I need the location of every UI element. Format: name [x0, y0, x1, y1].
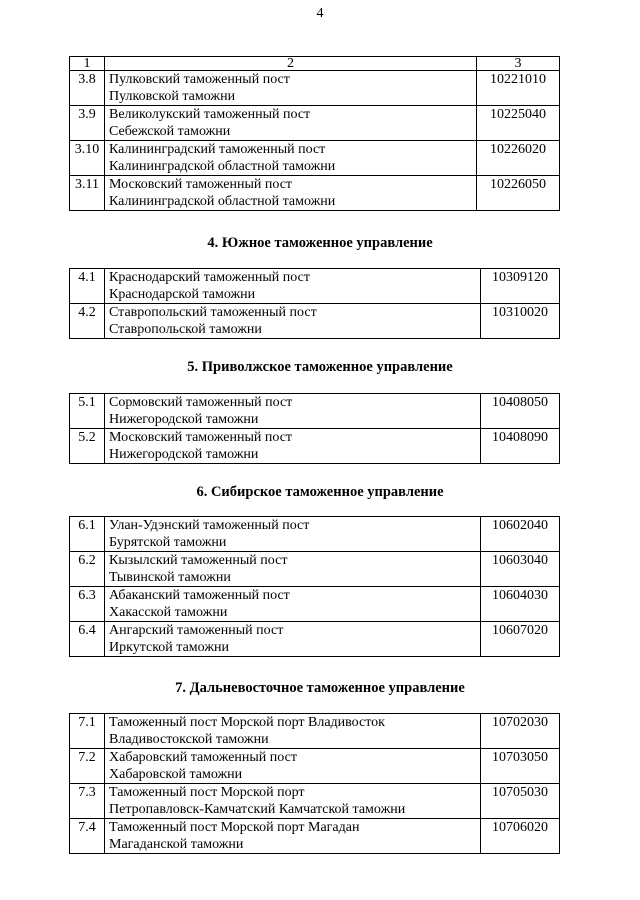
customs-name: Хабаровской таможни — [109, 767, 243, 782]
post-code: 10226020 — [477, 141, 560, 176]
customs-name: Калининградской областной таможни — [109, 159, 336, 174]
customs-name: Бурятской таможни — [109, 535, 227, 550]
post-code: 10226050 — [477, 176, 560, 211]
post-name-cell — [105, 819, 481, 854]
customs-name: Владивостокской таможни — [109, 732, 269, 747]
customs-name: Калининградской областной таможни — [109, 194, 336, 209]
table-row — [70, 141, 560, 176]
post-code: 10309120 — [481, 269, 560, 304]
row-number: 6.2 — [70, 552, 105, 587]
customs-table-section-6 — [69, 516, 560, 657]
post-name: Московский таможенный пост — [109, 430, 293, 445]
customs-table-section-7 — [69, 713, 560, 854]
table-row — [70, 587, 560, 622]
post-code: 10607020 — [481, 622, 560, 657]
row-number: 3.9 — [70, 106, 105, 141]
post-code: 10603040 — [481, 552, 560, 587]
post-name: Ангарский таможенный пост — [109, 623, 284, 638]
post-name: Улан-Удэнский таможенный пост — [109, 518, 310, 533]
post-name: Великолукский таможенный пост — [109, 107, 311, 122]
table-row — [70, 517, 560, 552]
row-number: 3.8 — [70, 71, 105, 106]
row-number: 7.4 — [70, 819, 105, 854]
post-name-cell — [105, 622, 481, 657]
table-row — [70, 784, 560, 819]
post-name-cell — [105, 587, 481, 622]
customs-name: Иркутской таможни — [109, 640, 229, 655]
post-name: Московский таможенный пост — [109, 177, 293, 192]
customs-name: Тывинской таможни — [109, 570, 231, 585]
post-code: 10221010 — [477, 71, 560, 106]
table-row — [70, 622, 560, 657]
row-number: 4.2 — [70, 304, 105, 339]
table-row — [70, 429, 560, 464]
customs-name: Себежской таможни — [109, 124, 231, 139]
header-col-1: 1 — [70, 57, 105, 71]
post-code: 10705030 — [481, 784, 560, 819]
post-name-cell — [105, 176, 477, 211]
customs-table-section-4 — [69, 268, 560, 339]
table-row — [70, 714, 560, 749]
post-name: Абаканский таможенный пост — [109, 588, 290, 603]
row-number: 3.10 — [70, 141, 105, 176]
section-title-4: 4. Южное таможенное управление — [207, 235, 433, 251]
section-title-5: 5. Приволжское таможенное управление — [187, 359, 453, 375]
post-name: Таможенный пост Морской порт Магадан — [109, 820, 360, 835]
post-name-cell — [105, 714, 481, 749]
page-number: 4 — [316, 6, 324, 21]
post-name: Пулковский таможенный пост — [109, 72, 290, 87]
post-name: Ставропольский таможенный пост — [109, 305, 317, 320]
post-name: Сормовский таможенный пост — [109, 395, 293, 410]
post-name: Хабаровский таможенный пост — [109, 750, 297, 765]
post-name: Таможенный пост Морской порт — [109, 785, 305, 800]
post-name-cell — [105, 141, 477, 176]
customs-table-section-3 — [69, 56, 560, 211]
customs-name: Нижегородской таможни — [109, 412, 259, 427]
row-number: 6.1 — [70, 517, 105, 552]
table-row — [70, 71, 560, 106]
row-number: 6.3 — [70, 587, 105, 622]
post-name: Кызылский таможенный пост — [109, 553, 288, 568]
row-number: 5.2 — [70, 429, 105, 464]
post-code: 10602040 — [481, 517, 560, 552]
table-row — [70, 106, 560, 141]
post-code: 10706020 — [481, 819, 560, 854]
post-name: Калининградский таможенный пост — [109, 142, 326, 157]
row-number: 7.1 — [70, 714, 105, 749]
header-col-3: 3 — [477, 57, 560, 71]
post-name-cell — [105, 429, 481, 464]
row-number: 4.1 — [70, 269, 105, 304]
row-number: 7.2 — [70, 749, 105, 784]
table-row — [70, 176, 560, 211]
header-col-2: 2 — [105, 57, 477, 71]
customs-table-section-5 — [69, 393, 560, 464]
customs-name: Пулковской таможни — [109, 89, 236, 104]
post-name: Краснодарский таможенный пост — [109, 270, 310, 285]
customs-name: Петропавловск-Камчатский Камчатской таможни — [109, 802, 406, 817]
post-code: 10604030 — [481, 587, 560, 622]
post-name-cell — [105, 106, 477, 141]
table-row — [70, 819, 560, 854]
post-name-cell — [105, 304, 481, 339]
table-row — [70, 749, 560, 784]
post-name: Таможенный пост Морской порт Владивосток — [109, 715, 385, 730]
customs-name: Нижегородской таможни — [109, 447, 259, 462]
post-code: 10408090 — [481, 429, 560, 464]
row-number: 5.1 — [70, 394, 105, 429]
table-header-row — [70, 57, 560, 71]
row-number: 3.11 — [70, 176, 105, 211]
section-title-7: 7. Дальневосточное таможенное управление — [175, 680, 465, 696]
post-name-cell — [105, 269, 481, 304]
table-row — [70, 394, 560, 429]
customs-name: Магаданской таможни — [109, 837, 244, 852]
post-code: 10310020 — [481, 304, 560, 339]
post-name-cell — [105, 749, 481, 784]
customs-name: Ставропольской таможни — [109, 322, 262, 337]
customs-name: Хакасской таможни — [109, 605, 228, 620]
table-row — [70, 552, 560, 587]
post-name-cell — [105, 71, 477, 106]
post-code: 10408050 — [481, 394, 560, 429]
post-code: 10702030 — [481, 714, 560, 749]
post-name-cell — [105, 784, 481, 819]
customs-name: Краснодарской таможни — [109, 287, 256, 302]
post-code: 10225040 — [477, 106, 560, 141]
table-row — [70, 304, 560, 339]
row-number: 6.4 — [70, 622, 105, 657]
table-row — [70, 269, 560, 304]
post-code: 10703050 — [481, 749, 560, 784]
post-name-cell — [105, 552, 481, 587]
post-name-cell — [105, 394, 481, 429]
post-name-cell — [105, 517, 481, 552]
row-number: 7.3 — [70, 784, 105, 819]
section-title-6: 6. Сибирское таможенное управление — [196, 484, 444, 500]
